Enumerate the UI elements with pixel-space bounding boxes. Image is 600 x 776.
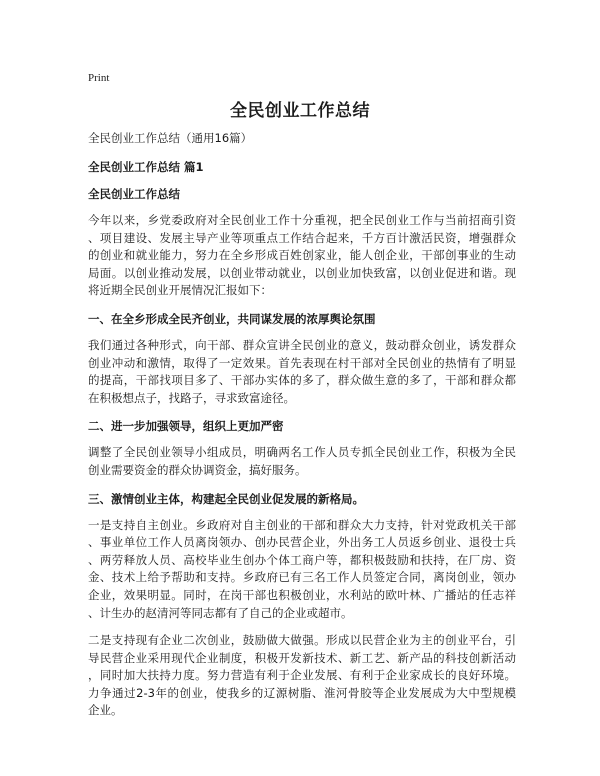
paragraph-line: 我们通过各种形式，向干部、群众宣讲全民创业的意义，鼓动群众创业，诱发群众 bbox=[88, 337, 516, 352]
print-label: Print bbox=[88, 72, 110, 84]
paragraph-line: 局面。以创业推动发展，以创业带动就业，以创业加快致富，以创业促进和谐。现 bbox=[88, 265, 516, 280]
paragraph-line: 、两劳释放人员、高校毕业生创办个体工商户等，都积极鼓励和扶持，在厂房、资 bbox=[88, 552, 516, 567]
paragraph-line: 、计生办的赵清河等同志都有了自己的企业或超市。 bbox=[88, 605, 353, 620]
paragraph-line: 的创业和就业能力，努力在全乡形成百姓创家业，能人创企业，干部创事业的生动 bbox=[88, 248, 516, 263]
paragraph-line: 、事业单位工作人员离岗领办、创办民营企业，外出务工人员返乡创业、退役士兵 bbox=[88, 535, 516, 550]
paragraph-line: 创业需要资金的群众协调资金，搞好服务。 bbox=[88, 462, 307, 477]
paragraph-line: 企业。 bbox=[88, 703, 123, 718]
paragraph-line: 在积极想点子，找路子，寻求致富途径。 bbox=[88, 390, 295, 405]
paragraph-line: 金、技术上给予帮助和支持。乡政府已有三名工作人员签定合同，离岗创业，领办 bbox=[88, 570, 516, 585]
document-body bbox=[88, 129, 516, 730]
paragraph-3 bbox=[88, 517, 516, 623]
paragraph-line: 企业，效果明显。同时，在岗干部也积极创业，水利站的欧叶林、广播站的任志祥 bbox=[88, 587, 516, 602]
paragraph-line: 的提高，干部找项目多了、干部办实体的多了，群众做生意的多了，干部和群众都 bbox=[88, 373, 516, 388]
paragraph-4 bbox=[88, 632, 516, 720]
paragraph-2 bbox=[88, 444, 516, 479]
section-title: 全民创业工作总结 篇1 bbox=[88, 160, 204, 174]
paragraph-line: ，同时加大扶持力度。努力营造有利于企业发展、有利于企业家成长的良好环境。 bbox=[88, 668, 516, 683]
article-heading: 全民创业工作总结 bbox=[88, 187, 180, 201]
intro-paragraph bbox=[88, 212, 516, 300]
paragraph-1 bbox=[88, 337, 516, 407]
paragraph-line: 一是支持自主创业。乡政府对自主创业的干部和群众大力支持，针对党政机关干部 bbox=[88, 517, 516, 532]
paragraph-line: 力争通过2-3年的创业，使我乡的辽源树脂、淮河骨胶等企业发展成为大中型规模 bbox=[88, 685, 516, 700]
paragraph-line: 今年以来，乡党委政府对全民创业工作十分重视，把全民创业工作与当前招商引资 bbox=[88, 213, 516, 227]
heading-3: 三、激情创业主体，构建起全民创业促发展的新格局。 bbox=[88, 491, 364, 506]
paragraph-line: 、项目建设、发展主导产业等项重点工作结合起来，千方百计激活民资，增强群众 bbox=[88, 230, 516, 245]
paragraph-line: 导民营企业采用现代企业制度，积极开发新技术、新工艺、新产品的科技创新活动 bbox=[88, 650, 516, 665]
paragraph-line: 二是支持现有企业二次创业，鼓励做大做强。形成以民营企业为主的创业平台，引 bbox=[88, 633, 516, 648]
document-title: 全民创业工作总结 bbox=[230, 101, 370, 121]
paragraph-line: 调整了全民创业领导小组成员，明确两名工作人员专抓全民创业工作，积极为全民 bbox=[88, 445, 516, 460]
paragraph-line: 将近期全民创业开展情况汇报如下： bbox=[88, 283, 272, 298]
heading-2: 二、进一步加强领导，组织上更加严密 bbox=[88, 419, 284, 434]
document-subtitle: 全民创业工作总结（通用16篇） bbox=[88, 131, 253, 145]
paragraph-line: 创业冲动和激情，取得了一定效果。首先表现在村干部对全民创业的热情有了明显 bbox=[88, 355, 516, 370]
heading-1: 一、在全乡形成全民齐创业，共同谋发展的浓厚舆论氛围 bbox=[88, 311, 376, 326]
